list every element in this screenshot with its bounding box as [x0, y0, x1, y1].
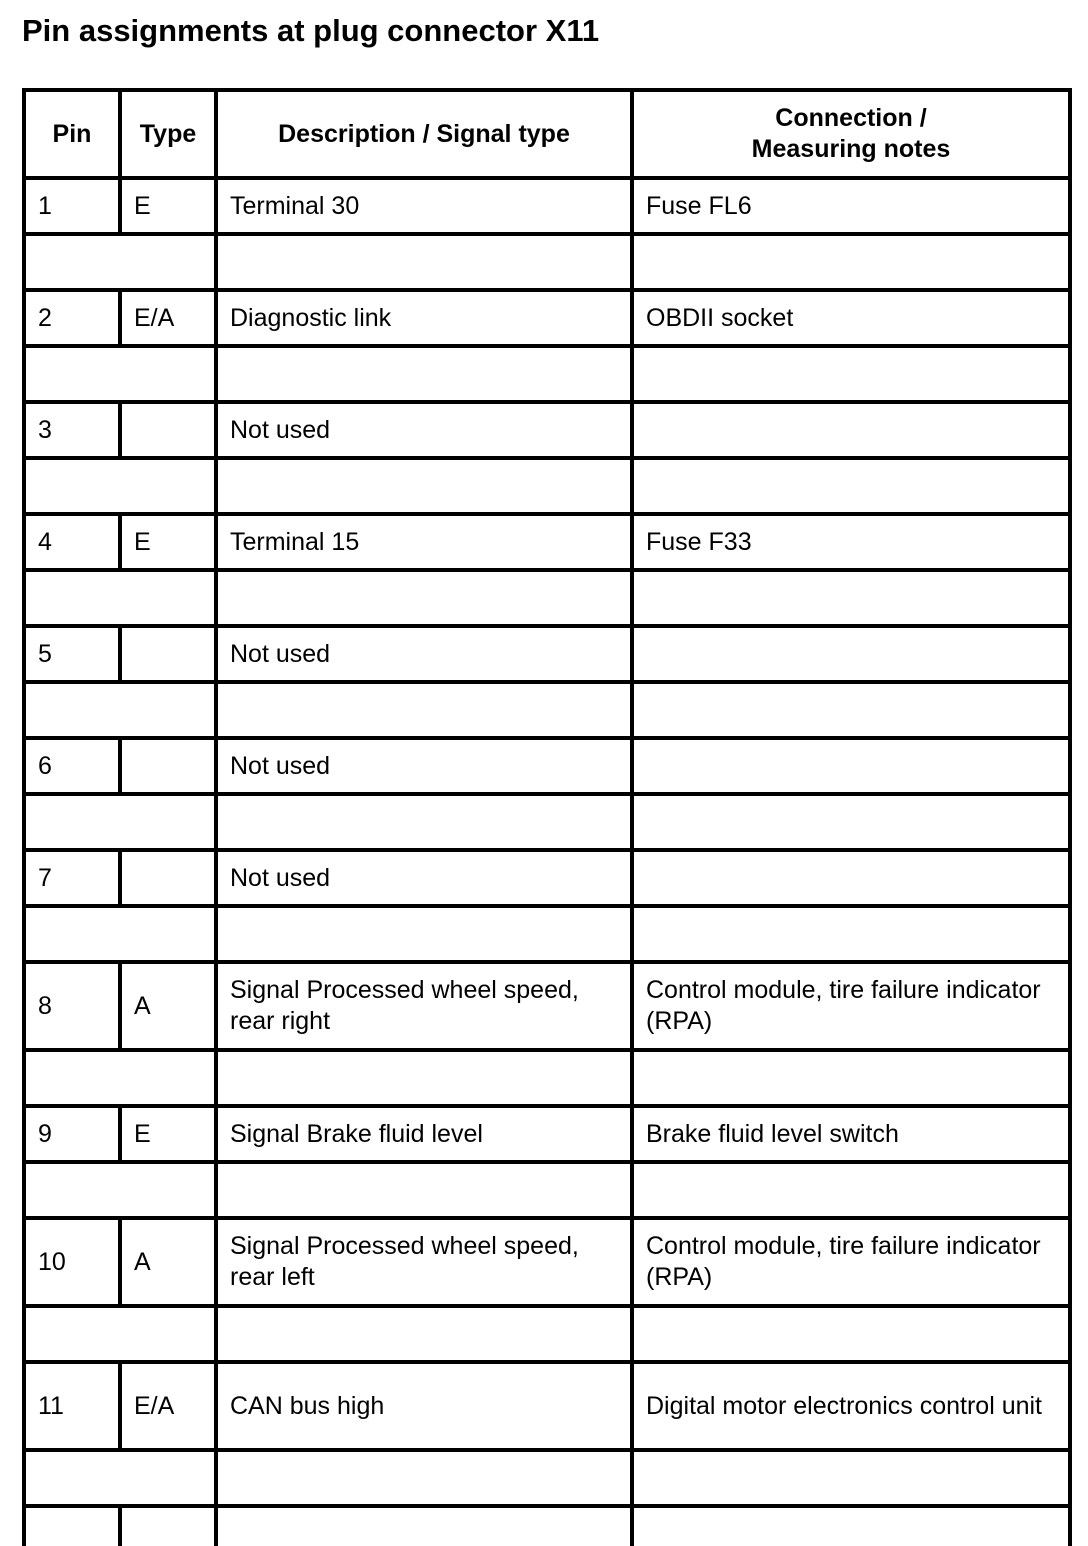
spacer-row — [24, 570, 1070, 626]
header-notes-line2: Measuring notes — [751, 135, 951, 163]
description-cell: Signal Brake fluid level — [216, 1106, 632, 1162]
pin-cell: 7 — [24, 850, 120, 906]
pin-cell: 5 — [24, 626, 120, 682]
spacer-row — [24, 682, 1070, 738]
page-title: Pin assignments at plug connector X11 — [22, 13, 600, 48]
spacer-cell — [24, 1050, 216, 1106]
spacer-cell — [632, 458, 1070, 514]
spacer-cell — [216, 794, 632, 850]
table-row — [24, 962, 1070, 1050]
type-cell — [120, 1506, 216, 1546]
type-cell: A — [120, 1218, 216, 1306]
spacer-cell — [632, 346, 1070, 402]
pin-assignment-table — [22, 88, 1072, 1546]
spacer-cell — [24, 570, 216, 626]
description-cell: Not used — [216, 626, 632, 682]
spacer-cell — [24, 1450, 216, 1506]
spacer-cell — [632, 906, 1070, 962]
table-row — [24, 626, 1070, 682]
spacer-cell — [632, 1306, 1070, 1362]
table-row — [24, 1362, 1070, 1450]
pin-cell: 6 — [24, 738, 120, 794]
type-cell — [120, 626, 216, 682]
description-cell: Not used — [216, 402, 632, 458]
notes-cell — [632, 626, 1070, 682]
header-notes-line1: Connection / — [775, 104, 927, 132]
spacer-cell — [24, 346, 216, 402]
spacer-row — [24, 906, 1070, 962]
notes-cell — [632, 738, 1070, 794]
type-cell — [120, 850, 216, 906]
type-cell: E — [120, 178, 216, 234]
description-cell: Not used — [216, 738, 632, 794]
spacer-cell — [24, 906, 216, 962]
spacer-row — [24, 794, 1070, 850]
header-pin: Pin — [24, 90, 120, 178]
table-row-partial — [24, 1506, 1070, 1546]
spacer-cell — [216, 906, 632, 962]
spacer-cell — [216, 1450, 632, 1506]
description-cell: Signal Processed wheel speed, rear left — [216, 1218, 632, 1306]
type-cell: E/A — [120, 290, 216, 346]
type-cell: E — [120, 1106, 216, 1162]
pin-cell: 9 — [24, 1106, 120, 1162]
spacer-cell — [632, 234, 1070, 290]
pin-cell: 2 — [24, 290, 120, 346]
type-cell: E — [120, 514, 216, 570]
description-cell — [216, 1506, 632, 1546]
spacer-cell — [216, 1162, 632, 1218]
spacer-cell — [216, 682, 632, 738]
notes-cell: Control module, tire failure indicator (RPA) — [632, 962, 1070, 1050]
description-cell: CAN bus high — [216, 1362, 632, 1450]
pin-cell: 10 — [24, 1218, 120, 1306]
table-row — [24, 402, 1070, 458]
header-description: Description / Signal type — [216, 90, 632, 178]
spacer-row — [24, 1050, 1070, 1106]
type-cell: E/A — [120, 1362, 216, 1450]
spacer-cell — [632, 570, 1070, 626]
notes-cell: Control module, tire failure indicator (RPA) — [632, 1218, 1070, 1306]
spacer-cell — [632, 1050, 1070, 1106]
spacer-row — [24, 234, 1070, 290]
notes-cell: Digital motor electronics control unit — [632, 1362, 1070, 1450]
description-cell: Not used — [216, 850, 632, 906]
table-row — [24, 178, 1070, 234]
notes-cell — [632, 1506, 1070, 1546]
spacer-cell — [216, 1306, 632, 1362]
spacer-cell — [632, 794, 1070, 850]
description-cell: Diagnostic link — [216, 290, 632, 346]
spacer-cell — [632, 1450, 1070, 1506]
spacer-cell — [24, 794, 216, 850]
notes-cell: Brake fluid level switch — [632, 1106, 1070, 1162]
spacer-cell — [216, 234, 632, 290]
table-row — [24, 514, 1070, 570]
notes-cell: OBDII socket — [632, 290, 1070, 346]
spacer-cell — [24, 682, 216, 738]
pin-cell: 1 — [24, 178, 120, 234]
spacer-row — [24, 346, 1070, 402]
notes-cell: Fuse FL6 — [632, 178, 1070, 234]
spacer-cell — [216, 458, 632, 514]
spacer-row — [24, 458, 1070, 514]
spacer-row — [24, 1306, 1070, 1362]
spacer-cell — [216, 1050, 632, 1106]
spacer-cell — [632, 1162, 1070, 1218]
spacer-cell — [632, 682, 1070, 738]
description-cell: Terminal 30 — [216, 178, 632, 234]
table-row — [24, 850, 1070, 906]
spacer-cell — [216, 346, 632, 402]
description-cell: Signal Processed wheel speed, rear right — [216, 962, 632, 1050]
description-cell: Terminal 15 — [216, 514, 632, 570]
spacer-cell — [216, 570, 632, 626]
spacer-row — [24, 1162, 1070, 1218]
notes-cell: Fuse F33 — [632, 514, 1070, 570]
table-row — [24, 1106, 1070, 1162]
type-cell: A — [120, 962, 216, 1050]
table-header-row — [24, 90, 1070, 178]
spacer-cell — [24, 1306, 216, 1362]
pin-cell: 4 — [24, 514, 120, 570]
spacer-cell — [24, 234, 216, 290]
spacer-row — [24, 1450, 1070, 1506]
spacer-cell — [24, 458, 216, 514]
pin-cell — [24, 1506, 120, 1546]
type-cell — [120, 738, 216, 794]
header-notes — [632, 90, 1070, 178]
notes-cell — [632, 850, 1070, 906]
table-row — [24, 290, 1070, 346]
pin-cell: 8 — [24, 962, 120, 1050]
notes-cell — [632, 402, 1070, 458]
table-row — [24, 738, 1070, 794]
spacer-cell — [24, 1162, 216, 1218]
type-cell — [120, 402, 216, 458]
table-row — [24, 1218, 1070, 1306]
header-type: Type — [120, 90, 216, 178]
pin-cell: 11 — [24, 1362, 120, 1450]
pin-cell: 3 — [24, 402, 120, 458]
